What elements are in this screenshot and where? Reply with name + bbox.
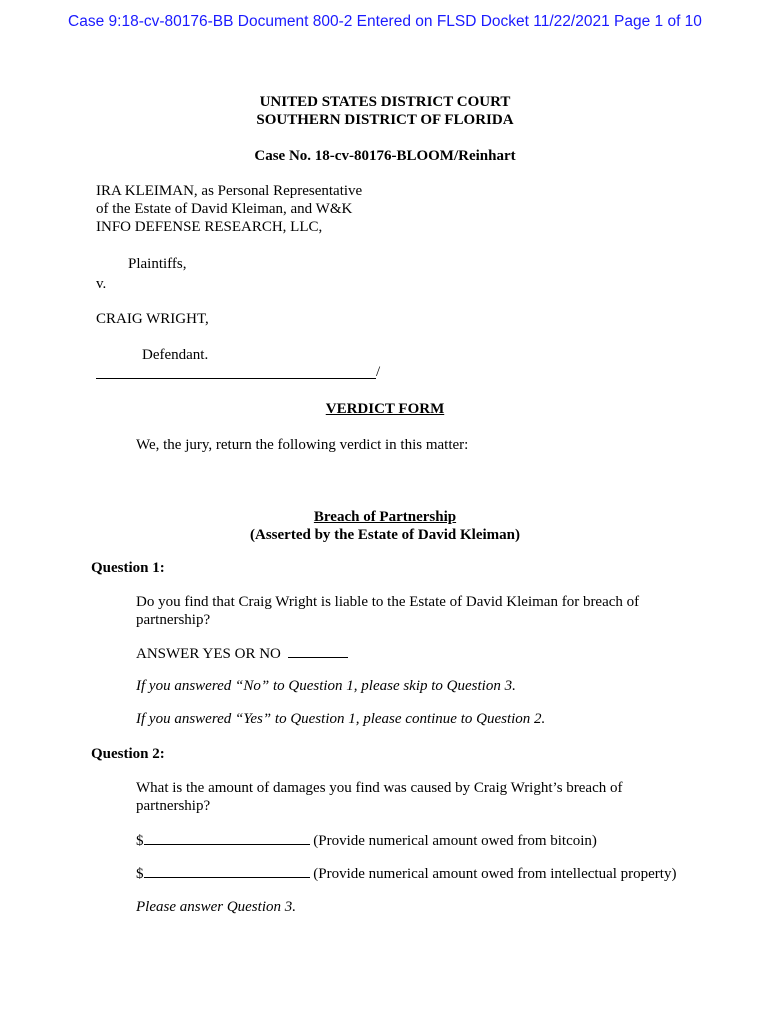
amount-ip-row xyxy=(136,865,676,883)
question-2-text-line-2: partnership? xyxy=(136,798,211,814)
answer-blank[interactable] xyxy=(288,645,348,658)
question-1-label: Question 1: xyxy=(91,560,165,576)
section-heading: Breach of Partnership xyxy=(313,509,457,525)
versus: v. xyxy=(96,276,107,292)
plaintiffs-label: Plaintiffs, xyxy=(128,256,187,272)
answer-label: ANSWER YES OR NO xyxy=(136,646,281,662)
question-1-text-line-2: partnership? xyxy=(136,612,211,628)
form-intro: We, the jury, return the following verdict in this matter: xyxy=(136,437,469,453)
instruction-yes: If you answered “Yes” to Question 1, please continue to Question 2. xyxy=(136,711,546,727)
section-subheading: (Asserted by the Estate of David Kleiman) xyxy=(250,527,520,543)
amount-bitcoin-label: (Provide numerical amount owed from bitcoin) xyxy=(313,833,597,849)
dollar-sign: $ xyxy=(136,866,144,882)
court-district: SOUTHERN DISTRICT OF FLORIDA xyxy=(256,112,514,128)
question-1-answer xyxy=(136,645,348,663)
defendant-name: CRAIG WRIGHT, xyxy=(96,311,209,327)
amount-ip-blank[interactable] xyxy=(144,865,310,878)
plaintiff-line-2: of the Estate of David Kleiman, and W&K xyxy=(96,201,353,217)
instruction-no: If you answered “No” to Question 1, please skip to Question 3. xyxy=(136,678,516,694)
dollar-sign: $ xyxy=(136,833,144,849)
amount-ip-label: (Provide numerical amount owed from intellectual property) xyxy=(313,866,677,882)
defendant-label: Defendant. xyxy=(142,347,209,363)
question-2-text-line-1: What is the amount of damages you find was caused by Craig Wright’s breach of xyxy=(136,780,623,796)
question-1-text-line-1: Do you find that Craig Wright is liable to the Estate of David Kleiman for breach of xyxy=(136,594,640,610)
form-title: VERDICT FORM xyxy=(325,401,445,417)
plaintiff-line-3: INFO DEFENSE RESEARCH, LLC, xyxy=(96,219,323,235)
case-number: Case No. 18-cv-80176-BLOOM/Reinhart xyxy=(254,148,516,164)
docket-stamp: Case 9:18-cv-80176-BB Document 800-2 Entered on FLSD Docket 11/22/2021 Page 1 of 10 xyxy=(68,13,702,30)
question-2-label: Question 2: xyxy=(91,746,165,762)
court-name: UNITED STATES DISTRICT COURT xyxy=(259,94,511,110)
caption-slash: / xyxy=(376,364,381,380)
plaintiff-line-1: IRA KLEIMAN, as Personal Representative xyxy=(96,183,363,199)
amount-bitcoin-row xyxy=(136,832,597,850)
closing-instruction: Please answer Question 3. xyxy=(136,899,296,915)
caption-rule xyxy=(96,378,376,379)
amount-bitcoin-blank[interactable] xyxy=(144,832,310,845)
